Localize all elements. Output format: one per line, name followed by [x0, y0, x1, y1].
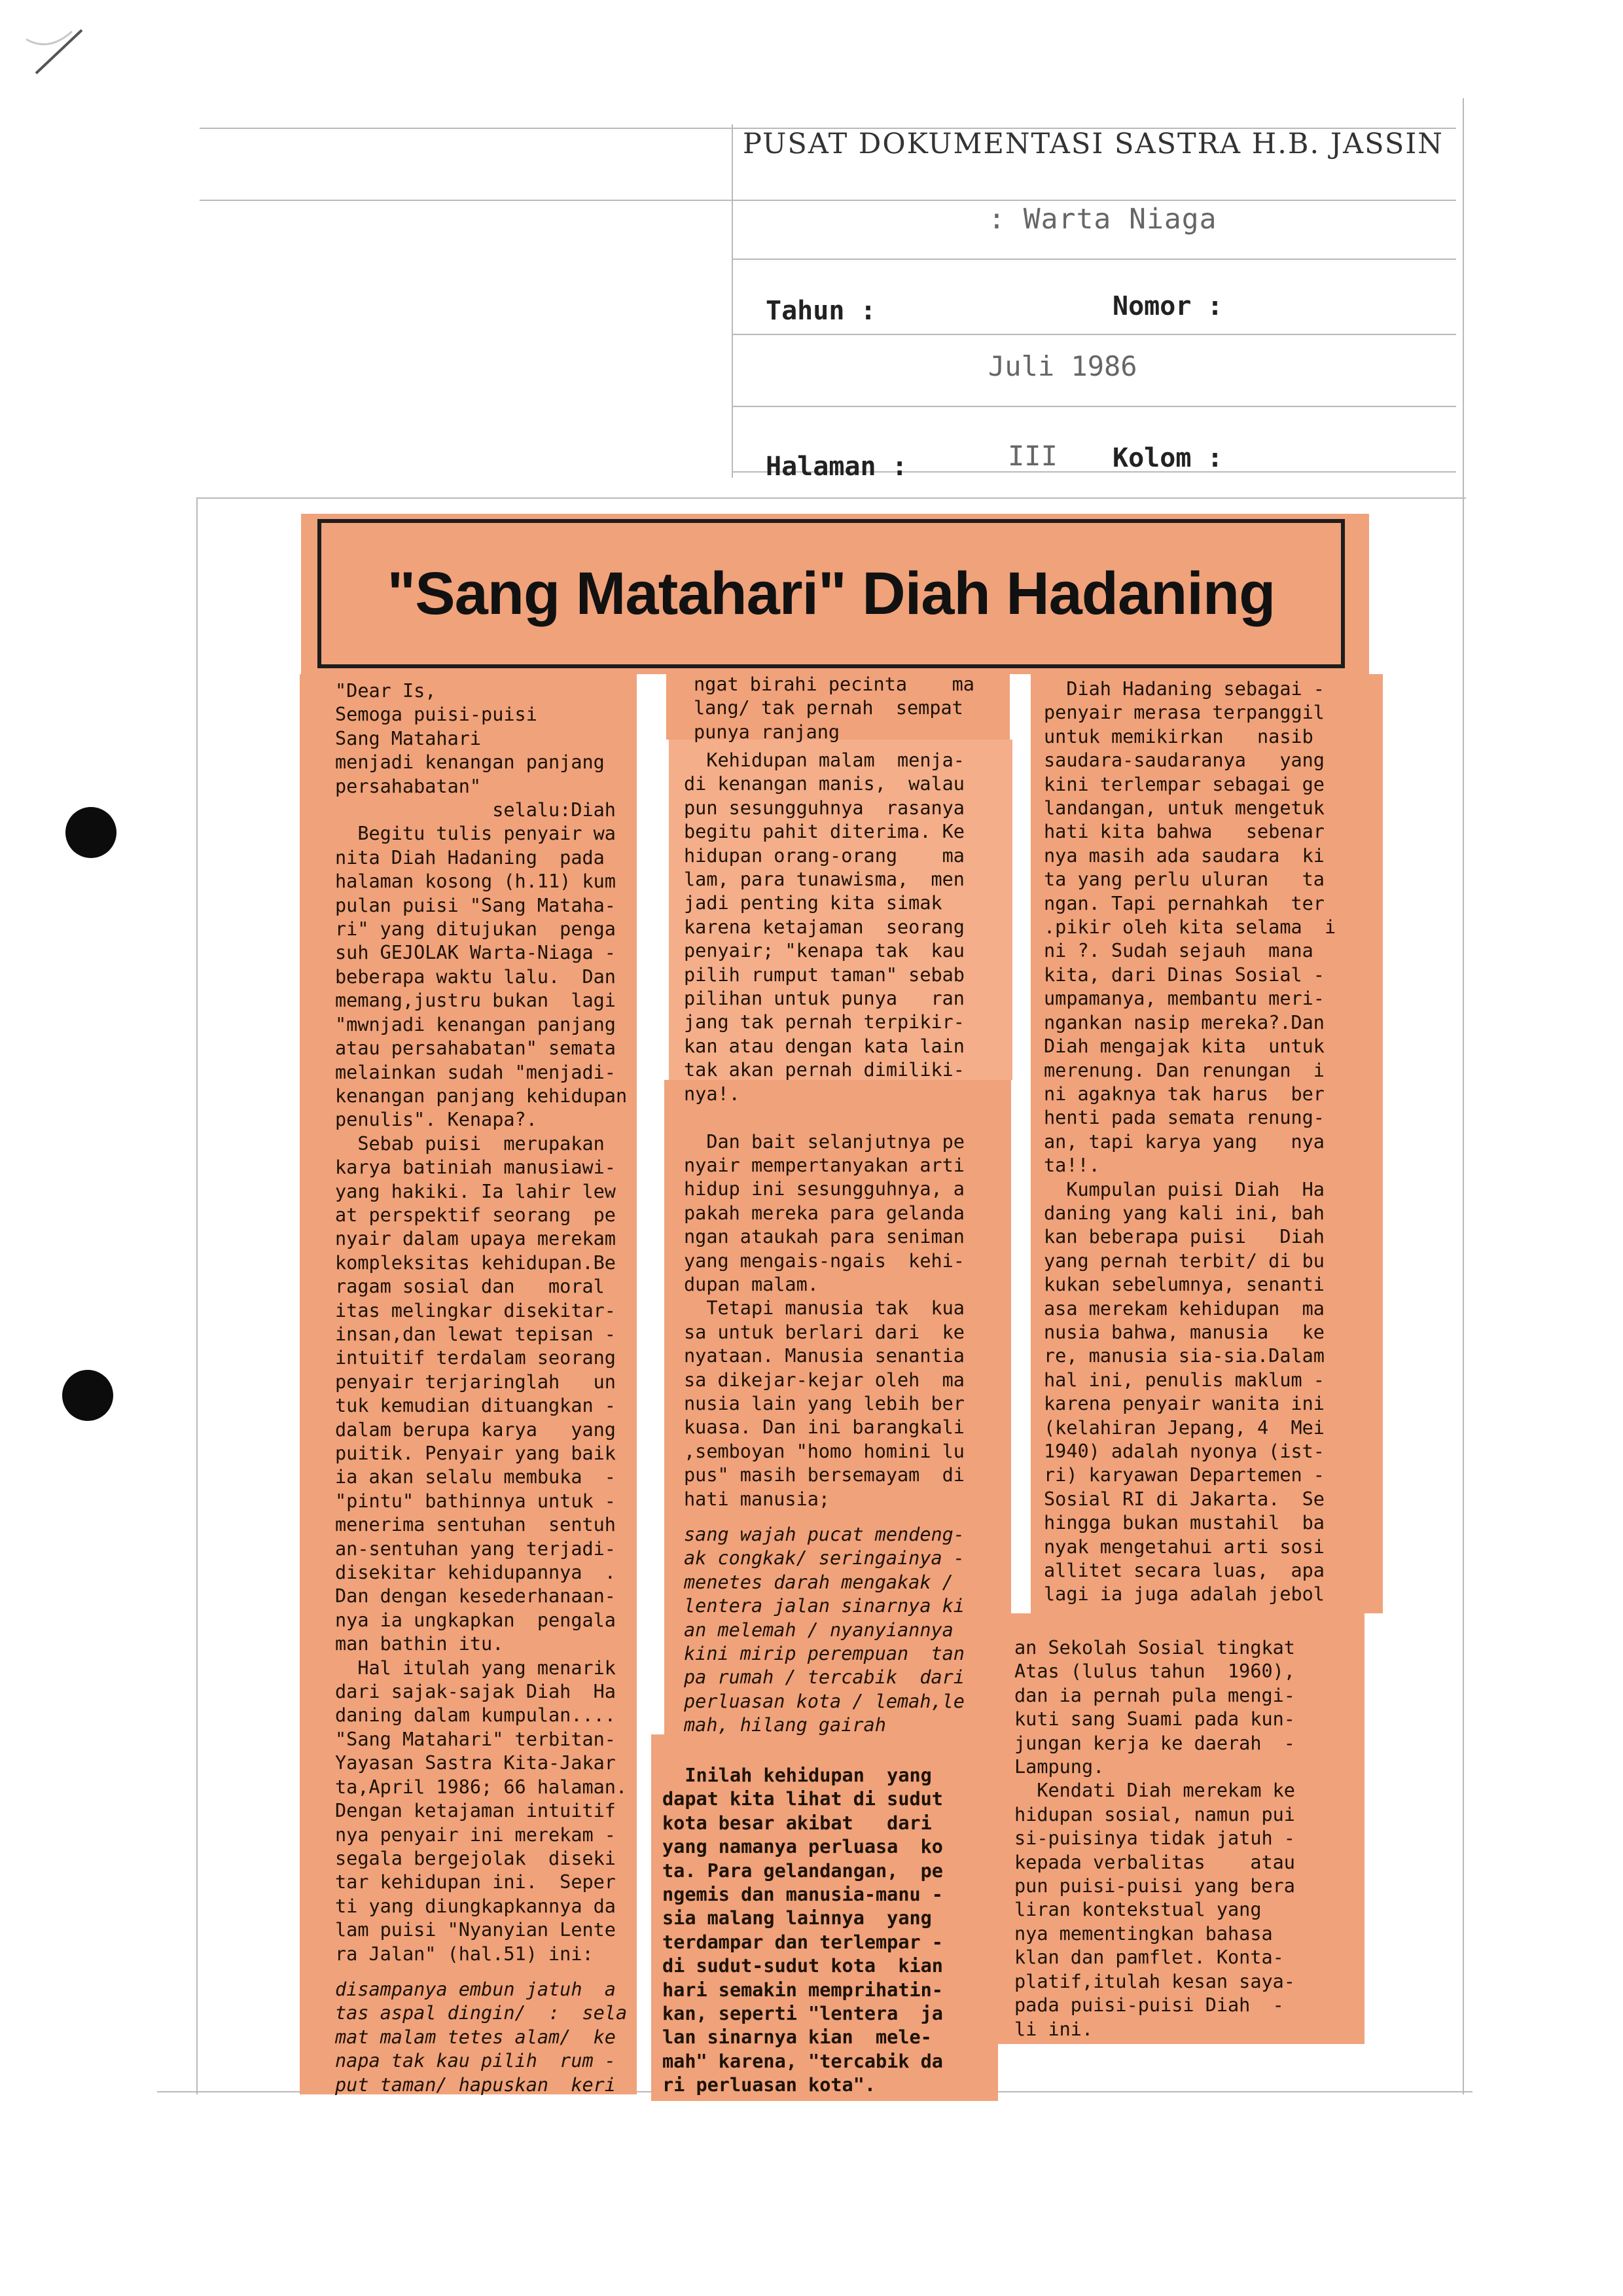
- text-line: yang hakiki. Ia lahir lew: [335, 1180, 616, 1202]
- col1-poem: [335, 1978, 627, 2097]
- punch-hole-top: [65, 807, 116, 858]
- text-line: ragam sosial dan moral: [335, 1276, 605, 1298]
- text-line: platif,itulah kesan saya-: [1014, 1970, 1295, 1992]
- text-line: ngat birahi pecinta ma: [694, 673, 974, 695]
- text-line: nya penyair ini merekam -: [335, 1823, 616, 1846]
- text-line: dalam berupa karya yang: [335, 1418, 616, 1441]
- headline: "Sang Matahari" Diah Hadaning: [387, 560, 1275, 627]
- text-line: kita, dari Dinas Sosial -: [1044, 963, 1325, 986]
- text-line: jadi penting kita simak: [684, 892, 942, 914]
- text-line: kini terlempar sebagai ge: [1044, 773, 1325, 795]
- text-line: an, tapi karya yang nya: [1044, 1130, 1325, 1153]
- text-line: Dan bait selanjutnya pe: [684, 1130, 965, 1153]
- text-line: kuti sang Suami pada kun-: [1014, 1708, 1295, 1731]
- text-line: selalu:Diah: [335, 799, 616, 821]
- text-line: dan ia pernah pula mengi-: [1014, 1684, 1295, 1706]
- text-line: terdampar dan terlempar -: [662, 1931, 943, 1953]
- text-line: ngan ataukah para seniman: [684, 1226, 965, 1248]
- text-line: Tetapi manusia tak kua: [684, 1297, 965, 1319]
- text-line: Hal itulah yang menarik: [335, 1657, 616, 1679]
- text-line: nyair mempertanyakan arti: [684, 1154, 965, 1176]
- text-line: Dengan ketajaman intuitif: [335, 1800, 616, 1822]
- text-line: kan atau dengan kata lain: [684, 1035, 965, 1057]
- text-line: hidup ini sesungguhnya, a: [684, 1178, 965, 1200]
- text-line: tuk kemudian dituangkan -: [335, 1395, 616, 1417]
- text-line: hati kita bahwa sebenar: [1044, 821, 1325, 843]
- text-line: halaman kosong (h.11) kum: [335, 870, 616, 893]
- article-column-3: [1044, 677, 1336, 1607]
- text-line: 1940) adalah nyonya (ist-: [1044, 1441, 1325, 1462]
- text-line: pilih rumput taman" sebab: [684, 963, 965, 986]
- text-line: daning dalam kumpulan....: [335, 1704, 616, 1727]
- text-line: disekitar kehidupannya .: [335, 1562, 616, 1584]
- text-line: sa dikejar-kejar oleh ma: [684, 1369, 965, 1391]
- text-line: pun sesungguhnya rasanya: [684, 797, 965, 819]
- text-line: kan beberapa puisi Diah: [1044, 1226, 1325, 1248]
- text-line: Sebab puisi merupakan: [335, 1132, 605, 1155]
- text-line: [684, 1106, 965, 1130]
- text-line: tas aspal dingin/ : sela: [335, 2002, 628, 2024]
- text-line: mah, hilang gairah: [684, 1714, 886, 1736]
- col1-paragraphs: [335, 679, 627, 1966]
- text-line: yang pernah terbit/ di bu: [1044, 1249, 1325, 1272]
- text-line: itas melingkar disekitar-: [335, 1299, 616, 1321]
- text-line: lam puisi "Nyanyian Lente: [335, 1919, 616, 1941]
- kolom-label: Kolom :: [1113, 443, 1223, 473]
- text-line: begitu pahit diterima. Ke: [684, 821, 965, 843]
- text-line: atau persahabatan" semata: [335, 1037, 616, 1060]
- text-line: Diah mengajak kita untuk: [1044, 1035, 1325, 1058]
- text-line: hati manusia;: [684, 1488, 830, 1510]
- text-line: liran kontekstual yang: [1014, 1899, 1262, 1921]
- text-line: hal ini, penulis maklum -: [1044, 1369, 1325, 1391]
- text-line: re, manusia sia-sia.Dalam: [1044, 1345, 1325, 1367]
- text-line: Inilah kehidupan yang: [662, 1765, 932, 1786]
- text-line: ta!!.: [1044, 1155, 1100, 1177]
- text-line: Sosial RI di Jakarta. Se: [1044, 1488, 1325, 1510]
- text-line: "Dear Is,: [335, 680, 437, 702]
- text-line: kepada verbalitas atau: [1014, 1851, 1295, 1873]
- text-line: insan,dan lewat tepisan -: [335, 1323, 616, 1345]
- text-line: ti yang diungkapkannya da: [335, 1895, 616, 1917]
- text-line: Sang Matahari: [335, 727, 482, 749]
- text-line: ra Jalan" (hal.51) ini:: [335, 1943, 594, 1965]
- text-line: an Sekolah Sosial tingkat: [1014, 1637, 1295, 1659]
- text-line: "Sang Matahari" terbitan-: [335, 1728, 616, 1750]
- text-line: put taman/ hapuskan keri: [335, 2073, 616, 2096]
- punch-hole-bottom: [62, 1370, 113, 1421]
- text-line: hidupan sosial, namun pui: [1014, 1803, 1295, 1825]
- text-line: hidupan orang-orang ma: [684, 844, 965, 867]
- text-line: Begitu tulis penyair wa: [335, 823, 616, 845]
- text-line: Kendati Diah merekam ke: [1014, 1780, 1295, 1802]
- source-name: : Warta Niaga: [988, 203, 1217, 236]
- text-line: ngan. Tapi pernahkah ter: [1044, 892, 1325, 914]
- text-line: merenung. Dan renungan i: [1044, 1059, 1325, 1081]
- text-line: Yayasan Sastra Kita-Jakar: [335, 1752, 616, 1774]
- text-line: ni agaknya tak harus ber: [1044, 1083, 1325, 1105]
- text-line: ri perluasan kota".: [662, 2074, 876, 2096]
- text-line: mat malam tetes alam/ ke: [335, 2026, 616, 2048]
- text-line: daning yang kali ini, bah: [1044, 1202, 1325, 1224]
- text-line: landangan, untuk mengetuk: [1044, 797, 1325, 819]
- col2-poem-top: [694, 673, 974, 744]
- text-line: hari semakin memprihatin-: [662, 1979, 943, 2001]
- text-line: nusia bahwa, manusia ke: [1044, 1321, 1325, 1343]
- text-line: sia malang lainnya yang: [662, 1907, 932, 1929]
- text-line: pada puisi-puisi Diah -: [1014, 1994, 1284, 2017]
- text-line: tak akan pernah dimiliki-: [684, 1059, 965, 1081]
- text-line: .pikir oleh kita selama i: [1044, 916, 1336, 939]
- date-value: Juli 1986: [988, 350, 1137, 382]
- text-line: lentera jalan sinarnya ki: [684, 1595, 965, 1617]
- text-line: li ini.: [1014, 2018, 1094, 2040]
- text-line: pilihan untuk punya ran: [684, 988, 965, 1010]
- text-line: lang/ tak pernah sempat: [694, 697, 963, 719]
- text-line: kompleksitas kehidupan.Be: [335, 1251, 616, 1274]
- text-line: man bathin itu.: [335, 1633, 504, 1655]
- text-line: jungan kerja ke daerah -: [1014, 1732, 1295, 1754]
- text-line: pa rumah / tercabik dari: [684, 1666, 965, 1689]
- text-line: pulan puisi "Sang Mataha-: [335, 894, 616, 916]
- text-line: henti pada semata renung-: [1044, 1107, 1325, 1129]
- text-line: persahabatan": [335, 775, 482, 797]
- text-line: ,semboyan "homo homini lu: [684, 1440, 965, 1462]
- text-line: tar kehidupan ini. Seper: [335, 1871, 616, 1893]
- col2-paragraphs: [684, 749, 965, 1511]
- text-line: nya!.: [684, 1083, 740, 1105]
- text-line: "mwnjadi kenangan panjang: [335, 1013, 616, 1035]
- text-line: disampanya embun jatuh a: [335, 1978, 616, 2000]
- text-line: suh GEJOLAK Warta-Niaga -: [335, 942, 616, 964]
- text-line: kukan sebelumnya, senanti: [1044, 1274, 1325, 1296]
- text-line: penulis". Kenapa?.: [335, 1109, 537, 1131]
- text-line: sa untuk berlari dari ke: [684, 1321, 965, 1343]
- text-line: saudara-saudaranya yang: [1044, 749, 1325, 772]
- text-line: ri) karyawan Departemen -: [1044, 1464, 1325, 1486]
- text-line: perluasan kota / lemah,le: [684, 1690, 965, 1712]
- text-line: nyak mengetahui arti sosi: [1044, 1535, 1325, 1558]
- headline-box: [317, 519, 1345, 668]
- text-line: ta. Para gelandangan, pe: [662, 1859, 943, 1882]
- text-line: menetes darah mengakak /: [684, 1571, 954, 1593]
- text-line: an melemah / nyanyiannya: [684, 1619, 954, 1641]
- text-line: yang namanya perluasa ko: [662, 1836, 943, 1858]
- article-column-2: [684, 749, 965, 1738]
- text-line: Kumpulan puisi Diah Ha: [1044, 1178, 1325, 1200]
- text-line: pun puisi-puisi yang bera: [1014, 1875, 1295, 1897]
- text-line: ni ?. Sudah sejauh mana: [1044, 940, 1313, 962]
- text-line: nya ia ungkapkan pengala: [335, 1609, 616, 1631]
- text-line: kan, seperti "lentera ja: [662, 2003, 943, 2025]
- text-line: dari sajak-sajak Diah Ha: [335, 1681, 616, 1703]
- text-line: Diah Hadaning sebagai -: [1044, 678, 1325, 700]
- tahun-label: Tahun :: [766, 296, 876, 326]
- text-line: nita Diah Hadaning pada: [335, 846, 605, 869]
- text-line: allitet secara luas, apa: [1044, 1560, 1325, 1582]
- text-line: umpamanya, membantu meri-: [1044, 988, 1325, 1010]
- text-line: melainkan sudah "menjadi-: [335, 1061, 616, 1083]
- text-line: menjadi kenangan panjang: [335, 751, 605, 774]
- text-line: hingga bukan mustahil ba: [1044, 1512, 1325, 1534]
- text-line: asa merekam kehidupan ma: [1044, 1297, 1325, 1319]
- text-line: ngankan nasip mereka?.Dan: [1044, 1011, 1325, 1033]
- halaman-value: III: [1008, 440, 1058, 472]
- institution-header: PUSAT DOKUMENTASI SASTRA H.B. JASSIN: [743, 128, 1444, 160]
- text-line: dapat kita lihat di sudut: [662, 1788, 943, 1810]
- text-line: penyair merasa terpanggil: [1044, 702, 1325, 724]
- text-line: Dan dengan kesederhanaan-: [335, 1585, 616, 1607]
- text-line: Kehidupan malam menja-: [684, 749, 965, 771]
- text-line: lagi ia juga adalah jebol: [1044, 1583, 1325, 1605]
- text-line: Atas (lulus tahun 1960),: [1014, 1660, 1295, 1683]
- text-line: yang mengais-ngais kehi-: [684, 1249, 965, 1272]
- text-line: jang tak pernah terpikir-: [684, 1011, 965, 1033]
- corner-staple-mark: [26, 26, 98, 79]
- article-column-1: [335, 679, 627, 2097]
- text-line: nyataan. Manusia senantia: [684, 1345, 965, 1367]
- text-line: mah" karena, "tercabik da: [662, 2050, 943, 2072]
- text-line: di sudut-sudut kota kian: [662, 1955, 943, 1977]
- text-line: dupan malam.: [684, 1273, 819, 1295]
- text-line: nya masih ada saudara ki: [1044, 844, 1325, 867]
- text-line: lan sinarnya kian mele-: [662, 2026, 932, 2049]
- text-line: punya ranjang: [694, 721, 840, 743]
- text-line: nyair dalam upaya merekam: [335, 1228, 616, 1250]
- halaman-label: Halaman :: [766, 452, 908, 482]
- text-line: lam, para tunawisma, men: [684, 869, 965, 891]
- text-line: ta yang perlu uluran ta: [1044, 869, 1325, 891]
- text-line: beberapa waktu lalu. Dan: [335, 965, 616, 988]
- text-line: kini mirip perempuan tan: [684, 1643, 965, 1665]
- text-line: kota besar akibat dari: [662, 1812, 932, 1834]
- text-line: karya batiniah manusiawi-: [335, 1157, 616, 1179]
- text-line: an-sentuhan yang terjadi-: [335, 1537, 616, 1560]
- text-line: intuitif terdalam seorang: [335, 1347, 616, 1369]
- text-line: ak congkak/ seringainya -: [684, 1547, 965, 1570]
- text-line: sang wajah pucat mendeng-: [684, 1524, 965, 1545]
- article-column-2b: [662, 1764, 943, 2098]
- text-line: memang,justru bukan lagi: [335, 990, 616, 1012]
- text-line: di kenangan manis, walau: [684, 773, 965, 795]
- text-line: pus" masih bersemayam di: [684, 1464, 965, 1486]
- text-line: penyair; "kenapa tak kau: [684, 940, 965, 962]
- text-line: Semoga puisi-puisi: [335, 704, 537, 726]
- text-line: penyair terjaringlah un: [335, 1371, 616, 1393]
- text-line: ia akan selalu membuka -: [335, 1466, 616, 1488]
- text-line: si-puisinya tidak jatuh -: [1014, 1827, 1295, 1850]
- text-line: pakah mereka para gelanda: [684, 1202, 965, 1224]
- text-line: "pintu" bathinnya untuk -: [335, 1490, 616, 1512]
- text-line: karena ketajaman seorang: [684, 916, 965, 938]
- col2-poem: [684, 1523, 965, 1738]
- text-line: ngemis dan manusia-manu -: [662, 1884, 943, 1906]
- text-line: Lampung.: [1014, 1756, 1105, 1778]
- text-line: kuasa. Dan ini barangkali: [684, 1416, 965, 1439]
- text-line: ta,April 1986; 66 halaman.: [335, 1776, 628, 1798]
- text-line: nusia lain yang lebih ber: [684, 1392, 965, 1414]
- text-line: puitik. Penyair yang baik: [335, 1443, 616, 1464]
- text-line: klan dan pamflet. Konta-: [1014, 1946, 1284, 1969]
- text-line: ri" yang ditujukan penga: [335, 918, 616, 941]
- text-line: menerima sentuhan sentuh: [335, 1514, 616, 1536]
- text-line: napa tak kau pilih rum -: [335, 2050, 616, 2072]
- text-line: karena penyair wanita ini: [1044, 1393, 1325, 1415]
- text-line: untuk memikirkan nasib: [1044, 725, 1313, 747]
- text-line: nya mementingkan bahasa: [1014, 1922, 1273, 1945]
- nomor-label: Nomor :: [1113, 291, 1223, 321]
- text-line: kenangan panjang kehidupan: [335, 1085, 628, 1107]
- text-line: at perspektif seorang pe: [335, 1204, 616, 1226]
- article-column-3b: [1014, 1636, 1295, 2041]
- text-line: (kelahiran Jepang, 4 Mei: [1044, 1416, 1325, 1439]
- text-line: segala bergejolak diseki: [335, 1847, 616, 1869]
